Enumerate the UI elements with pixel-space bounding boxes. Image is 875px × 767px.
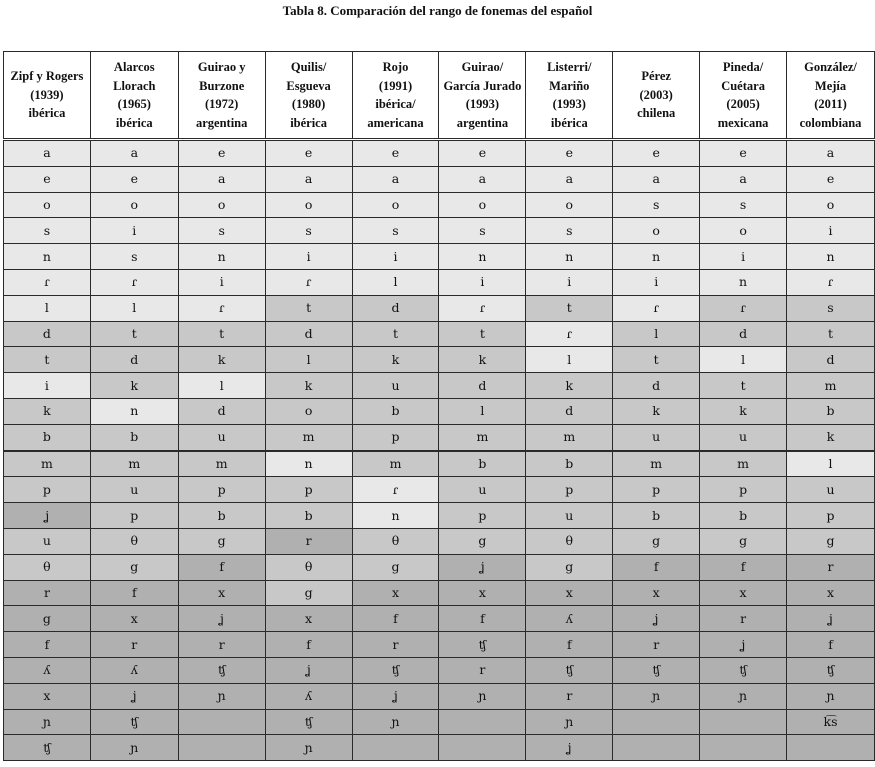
phoneme-cell: ɾ bbox=[439, 295, 526, 321]
phoneme-cell: x bbox=[4, 683, 91, 709]
phoneme-cell: s bbox=[526, 218, 613, 244]
phoneme-cell: u bbox=[787, 477, 875, 503]
phoneme-cell: o bbox=[526, 192, 613, 218]
phoneme-cell: g bbox=[613, 528, 700, 554]
phoneme-cell: d bbox=[352, 295, 439, 321]
phoneme-cell bbox=[613, 735, 700, 761]
table-row bbox=[4, 373, 875, 399]
phoneme-cell: ɾ bbox=[787, 269, 875, 295]
phoneme-cell: e bbox=[178, 140, 265, 167]
phoneme-cell: f bbox=[526, 632, 613, 658]
phoneme-cell: o bbox=[700, 218, 787, 244]
phoneme-cell: p bbox=[526, 477, 613, 503]
phoneme-cell: ɾ bbox=[90, 269, 178, 295]
phoneme-cell: ɲ bbox=[439, 683, 526, 709]
phoneme-cell: ɲ bbox=[526, 709, 613, 735]
phoneme-cell: t bbox=[526, 295, 613, 321]
phoneme-cell: u bbox=[90, 477, 178, 503]
phoneme-cell: n bbox=[439, 244, 526, 270]
phoneme-cell: l bbox=[352, 269, 439, 295]
phoneme-cell bbox=[352, 735, 439, 761]
phoneme-cell: b bbox=[700, 503, 787, 529]
column-header: Rojo (1991) ibérica/ americana bbox=[352, 52, 439, 140]
phoneme-cell: a bbox=[178, 166, 265, 192]
phoneme-cell: t bbox=[700, 373, 787, 399]
phoneme-cell: p bbox=[352, 424, 439, 450]
phoneme-cell: b bbox=[178, 503, 265, 529]
phoneme-cell: e bbox=[700, 140, 787, 167]
phoneme-cell: g bbox=[526, 554, 613, 580]
phoneme-cell: n bbox=[178, 244, 265, 270]
phoneme-cell: n bbox=[90, 398, 178, 424]
phoneme-cell: b bbox=[613, 503, 700, 529]
phoneme-cell: d bbox=[700, 321, 787, 347]
phoneme-cell: k bbox=[613, 398, 700, 424]
phoneme-cell: n bbox=[4, 244, 91, 270]
phoneme-cell: e bbox=[613, 140, 700, 167]
table-row bbox=[4, 735, 875, 761]
phoneme-cell: k bbox=[4, 398, 91, 424]
table-row bbox=[4, 451, 875, 477]
phoneme-cell: e bbox=[265, 140, 352, 167]
column-header: Guirao/ García Jurado (1993) argentina bbox=[439, 52, 526, 140]
phoneme-cell: r bbox=[613, 632, 700, 658]
phoneme-cell: ɲ bbox=[265, 735, 352, 761]
phoneme-cell: t bbox=[613, 347, 700, 373]
phoneme-cell: ʧ bbox=[613, 657, 700, 683]
phoneme-cell: o bbox=[439, 192, 526, 218]
header-row bbox=[4, 52, 875, 140]
phoneme-cell: ɲ bbox=[90, 735, 178, 761]
phoneme-cell: s bbox=[352, 218, 439, 244]
phoneme-cell: e bbox=[439, 140, 526, 167]
phoneme-cell: a bbox=[4, 140, 91, 167]
phoneme-cell: ʎ bbox=[265, 683, 352, 709]
phoneme-cell: f bbox=[352, 606, 439, 632]
phoneme-cell: r bbox=[526, 683, 613, 709]
column-header: Quilis/ Esgueva (1980) ibérica bbox=[265, 52, 352, 140]
phoneme-cell: e bbox=[90, 166, 178, 192]
phoneme-cell: i bbox=[90, 218, 178, 244]
phoneme-cell: b bbox=[90, 424, 178, 450]
phoneme-cell: b bbox=[4, 424, 91, 450]
phoneme-cell: t bbox=[787, 321, 875, 347]
phoneme-cell: k bbox=[90, 373, 178, 399]
table-row bbox=[4, 528, 875, 554]
phoneme-cell: s bbox=[700, 192, 787, 218]
table-row bbox=[4, 244, 875, 270]
phoneme-cell: n bbox=[700, 269, 787, 295]
phoneme-cell: g bbox=[178, 528, 265, 554]
phoneme-cell: ʧ bbox=[787, 657, 875, 683]
phoneme-cell: ɾ bbox=[613, 295, 700, 321]
phoneme-cell: ʧ bbox=[526, 657, 613, 683]
phoneme-cell: l bbox=[613, 321, 700, 347]
phoneme-cell: t bbox=[352, 321, 439, 347]
table-row bbox=[4, 192, 875, 218]
phoneme-cell: i bbox=[700, 244, 787, 270]
phoneme-cell: o bbox=[265, 192, 352, 218]
phoneme-cell: ʧ bbox=[352, 657, 439, 683]
table-row bbox=[4, 398, 875, 424]
column-header: Pérez (2003) chilena bbox=[613, 52, 700, 140]
phoneme-cell: f bbox=[178, 554, 265, 580]
phoneme-cell: ɲ bbox=[352, 709, 439, 735]
phoneme-cell: ʝ bbox=[526, 735, 613, 761]
table-row bbox=[4, 580, 875, 606]
column-header: Guirao y Burzone (1972) argentina bbox=[178, 52, 265, 140]
phoneme-cell: b bbox=[787, 398, 875, 424]
phoneme-cell: o bbox=[352, 192, 439, 218]
phoneme-cell: o bbox=[787, 192, 875, 218]
phoneme-cell: ʧ bbox=[265, 709, 352, 735]
phoneme-cell: i bbox=[526, 269, 613, 295]
phoneme-cell: r bbox=[4, 580, 91, 606]
phoneme-cell: x bbox=[178, 580, 265, 606]
phoneme-cell: f bbox=[700, 554, 787, 580]
phoneme-cell: l bbox=[439, 398, 526, 424]
phoneme-cell: i bbox=[352, 244, 439, 270]
phoneme-cell bbox=[439, 735, 526, 761]
phoneme-cell: a bbox=[526, 166, 613, 192]
phoneme-cell: b bbox=[526, 451, 613, 477]
phoneme-cell: n bbox=[787, 244, 875, 270]
column-header: Zipf y Rogers (1939) ibérica bbox=[4, 52, 91, 140]
phoneme-cell: p bbox=[700, 477, 787, 503]
phoneme-cell: l bbox=[265, 347, 352, 373]
phoneme-cell: θ bbox=[4, 554, 91, 580]
column-header: Alarcos Llorach (1965) ibérica bbox=[90, 52, 178, 140]
phoneme-cell: o bbox=[613, 218, 700, 244]
phoneme-cell: u bbox=[4, 528, 91, 554]
table-row bbox=[4, 683, 875, 709]
table-row bbox=[4, 657, 875, 683]
phoneme-cell: l bbox=[700, 347, 787, 373]
phoneme-cell: g bbox=[265, 580, 352, 606]
phoneme-cell: f bbox=[787, 632, 875, 658]
phoneme-cell: a bbox=[700, 166, 787, 192]
phoneme-cell: m bbox=[352, 451, 439, 477]
phoneme-cell bbox=[787, 735, 875, 761]
phoneme-cell: d bbox=[613, 373, 700, 399]
phoneme-cell: k bbox=[700, 398, 787, 424]
phoneme-cell: ɲ bbox=[700, 683, 787, 709]
phoneme-cell: o bbox=[4, 192, 91, 218]
phoneme-cell: s bbox=[265, 218, 352, 244]
phoneme-cell: m bbox=[439, 424, 526, 450]
phoneme-cell: g bbox=[700, 528, 787, 554]
phoneme-cell: g bbox=[439, 528, 526, 554]
phoneme-cell bbox=[700, 709, 787, 735]
phoneme-cell: r bbox=[352, 632, 439, 658]
phoneme-cell: ʝ bbox=[613, 606, 700, 632]
phoneme-cell: t bbox=[265, 295, 352, 321]
phoneme-cell: m bbox=[265, 424, 352, 450]
phoneme-cell: e bbox=[526, 140, 613, 167]
phoneme-cell: s bbox=[178, 218, 265, 244]
phoneme-cell: m bbox=[613, 451, 700, 477]
phoneme-cell: m bbox=[700, 451, 787, 477]
phoneme-cell: i bbox=[439, 269, 526, 295]
phoneme-ranking-table bbox=[3, 51, 875, 761]
phoneme-cell: u bbox=[526, 503, 613, 529]
phoneme-cell: i bbox=[613, 269, 700, 295]
phoneme-cell: r bbox=[439, 657, 526, 683]
phoneme-cell: x bbox=[526, 580, 613, 606]
phoneme-cell: ʧ bbox=[700, 657, 787, 683]
table-row bbox=[4, 140, 875, 167]
phoneme-cell: o bbox=[178, 192, 265, 218]
phoneme-cell: e bbox=[352, 140, 439, 167]
phoneme-cell: s bbox=[787, 295, 875, 321]
phoneme-cell: b bbox=[352, 398, 439, 424]
phoneme-cell: d bbox=[265, 321, 352, 347]
phoneme-cell: r bbox=[787, 554, 875, 580]
phoneme-cell: a bbox=[265, 166, 352, 192]
phoneme-cell: u bbox=[613, 424, 700, 450]
phoneme-cell: t bbox=[439, 321, 526, 347]
phoneme-cell: ɲ bbox=[4, 709, 91, 735]
phoneme-cell: ɲ bbox=[178, 683, 265, 709]
phoneme-cell bbox=[613, 709, 700, 735]
phoneme-cell: u bbox=[178, 424, 265, 450]
table-row bbox=[4, 554, 875, 580]
phoneme-cell: b bbox=[439, 451, 526, 477]
phoneme-cell: p bbox=[90, 503, 178, 529]
phoneme-cell bbox=[178, 735, 265, 761]
phoneme-cell: ɾ bbox=[352, 477, 439, 503]
table-row bbox=[4, 424, 875, 450]
phoneme-cell: ʧ bbox=[439, 632, 526, 658]
phoneme-cell: i bbox=[178, 269, 265, 295]
phoneme-cell: r bbox=[90, 632, 178, 658]
table-row bbox=[4, 321, 875, 347]
phoneme-cell: f bbox=[265, 632, 352, 658]
phoneme-cell: e bbox=[787, 166, 875, 192]
phoneme-cell: a bbox=[613, 166, 700, 192]
table-row bbox=[4, 295, 875, 321]
table-row bbox=[4, 709, 875, 735]
phoneme-cell: p bbox=[4, 477, 91, 503]
phoneme-cell: l bbox=[526, 347, 613, 373]
phoneme-cell: g bbox=[90, 554, 178, 580]
phoneme-cell: ʝ bbox=[178, 606, 265, 632]
phoneme-cell: ʝ bbox=[700, 632, 787, 658]
phoneme-cell: k bbox=[439, 347, 526, 373]
phoneme-cell: m bbox=[4, 451, 91, 477]
column-header: González/ Mejía (2011) colombiana bbox=[787, 52, 875, 140]
phoneme-cell: ɲ bbox=[787, 683, 875, 709]
phoneme-cell: ʝ bbox=[265, 657, 352, 683]
phoneme-cell: θ bbox=[265, 554, 352, 580]
phoneme-cell: a bbox=[352, 166, 439, 192]
table-body bbox=[4, 140, 875, 761]
phoneme-cell: t bbox=[178, 321, 265, 347]
phoneme-cell: s bbox=[613, 192, 700, 218]
phoneme-cell: u bbox=[439, 477, 526, 503]
phoneme-cell: ɾ bbox=[265, 269, 352, 295]
phoneme-cell: ʝ bbox=[352, 683, 439, 709]
phoneme-cell: k bbox=[265, 373, 352, 399]
phoneme-cell: d bbox=[178, 398, 265, 424]
phoneme-cell: d bbox=[439, 373, 526, 399]
phoneme-cell: k bbox=[352, 347, 439, 373]
phoneme-cell: k bbox=[178, 347, 265, 373]
table-row bbox=[4, 166, 875, 192]
table-row bbox=[4, 218, 875, 244]
phoneme-cell: ʎ bbox=[526, 606, 613, 632]
phoneme-cell: a bbox=[787, 140, 875, 167]
phoneme-cell: p bbox=[178, 477, 265, 503]
phoneme-cell: l bbox=[90, 295, 178, 321]
phoneme-cell: r bbox=[700, 606, 787, 632]
phoneme-cell: p bbox=[613, 477, 700, 503]
phoneme-cell: f bbox=[90, 580, 178, 606]
table-row bbox=[4, 632, 875, 658]
table-row bbox=[4, 503, 875, 529]
phoneme-cell: ɾ bbox=[526, 321, 613, 347]
phoneme-cell: r bbox=[178, 632, 265, 658]
table-row bbox=[4, 606, 875, 632]
phoneme-cell: u bbox=[352, 373, 439, 399]
phoneme-cell: l bbox=[787, 451, 875, 477]
phoneme-cell: x bbox=[439, 580, 526, 606]
phoneme-cell: ʝ bbox=[439, 554, 526, 580]
phoneme-cell: m bbox=[787, 373, 875, 399]
phoneme-cell: t bbox=[90, 321, 178, 347]
phoneme-cell: i bbox=[787, 218, 875, 244]
phoneme-cell: s bbox=[4, 218, 91, 244]
column-header: Pineda/ Cuétara (2005) mexicana bbox=[700, 52, 787, 140]
phoneme-cell: n bbox=[526, 244, 613, 270]
phoneme-cell: d bbox=[4, 321, 91, 347]
phoneme-cell: k bbox=[787, 424, 875, 450]
phoneme-cell: f bbox=[4, 632, 91, 658]
phoneme-cell: ɾ bbox=[4, 269, 91, 295]
phoneme-cell: ʧ bbox=[4, 735, 91, 761]
phoneme-cell: x bbox=[265, 606, 352, 632]
phoneme-cell: d bbox=[90, 347, 178, 373]
phoneme-cell: i bbox=[265, 244, 352, 270]
phoneme-cell: ʧ bbox=[178, 657, 265, 683]
phoneme-cell: ɲ bbox=[613, 683, 700, 709]
phoneme-cell: g bbox=[4, 606, 91, 632]
phoneme-cell: t bbox=[4, 347, 91, 373]
phoneme-cell: g bbox=[787, 528, 875, 554]
phoneme-cell: n bbox=[265, 451, 352, 477]
phoneme-cell bbox=[700, 735, 787, 761]
column-header: Listerri/ Mariño (1993) ibérica bbox=[526, 52, 613, 140]
phoneme-cell: e bbox=[4, 166, 91, 192]
phoneme-cell: f bbox=[613, 554, 700, 580]
phoneme-cell: x bbox=[787, 580, 875, 606]
phoneme-cell: θ bbox=[90, 528, 178, 554]
phoneme-cell: u bbox=[700, 424, 787, 450]
phoneme-cell: θ bbox=[526, 528, 613, 554]
phoneme-cell: m bbox=[526, 424, 613, 450]
phoneme-cell: x bbox=[613, 580, 700, 606]
phoneme-cell: θ bbox=[352, 528, 439, 554]
phoneme-cell: x bbox=[352, 580, 439, 606]
phoneme-cell: ʝ bbox=[787, 606, 875, 632]
phoneme-cell: i bbox=[4, 373, 91, 399]
phoneme-cell: a bbox=[90, 140, 178, 167]
phoneme-cell: p bbox=[439, 503, 526, 529]
phoneme-cell: n bbox=[613, 244, 700, 270]
phoneme-cell: m bbox=[90, 451, 178, 477]
table-title: Tabla 8. Comparación del rango de fonemas del español bbox=[282, 3, 593, 18]
phoneme-cell: p bbox=[265, 477, 352, 503]
phoneme-cell: g bbox=[352, 554, 439, 580]
phoneme-cell: n bbox=[352, 503, 439, 529]
phoneme-cell: k bbox=[526, 373, 613, 399]
phoneme-cell: o bbox=[90, 192, 178, 218]
phoneme-cell: d bbox=[526, 398, 613, 424]
phoneme-cell: k͡s bbox=[787, 709, 875, 735]
phoneme-cell: s bbox=[439, 218, 526, 244]
phoneme-cell: s bbox=[90, 244, 178, 270]
phoneme-cell: r bbox=[265, 528, 352, 554]
phoneme-cell: ʝ bbox=[4, 503, 91, 529]
table-row bbox=[4, 269, 875, 295]
phoneme-cell: ʎ bbox=[4, 657, 91, 683]
phoneme-cell: x bbox=[700, 580, 787, 606]
phoneme-cell: l bbox=[178, 373, 265, 399]
phoneme-cell: a bbox=[439, 166, 526, 192]
phoneme-cell: ʎ bbox=[90, 657, 178, 683]
phoneme-cell bbox=[439, 709, 526, 735]
phoneme-cell: ɾ bbox=[700, 295, 787, 321]
phoneme-cell: m bbox=[178, 451, 265, 477]
phoneme-cell: f bbox=[439, 606, 526, 632]
table-row bbox=[4, 347, 875, 373]
phoneme-cell: x bbox=[90, 606, 178, 632]
phoneme-cell: o bbox=[265, 398, 352, 424]
phoneme-cell: ɾ bbox=[178, 295, 265, 321]
phoneme-cell: p bbox=[787, 503, 875, 529]
phoneme-cell: d bbox=[787, 347, 875, 373]
table-row bbox=[4, 477, 875, 503]
phoneme-cell: l bbox=[4, 295, 91, 321]
phoneme-cell: b bbox=[265, 503, 352, 529]
phoneme-cell: ʝ bbox=[90, 683, 178, 709]
phoneme-cell: ʧ bbox=[90, 709, 178, 735]
phoneme-cell bbox=[178, 709, 265, 735]
